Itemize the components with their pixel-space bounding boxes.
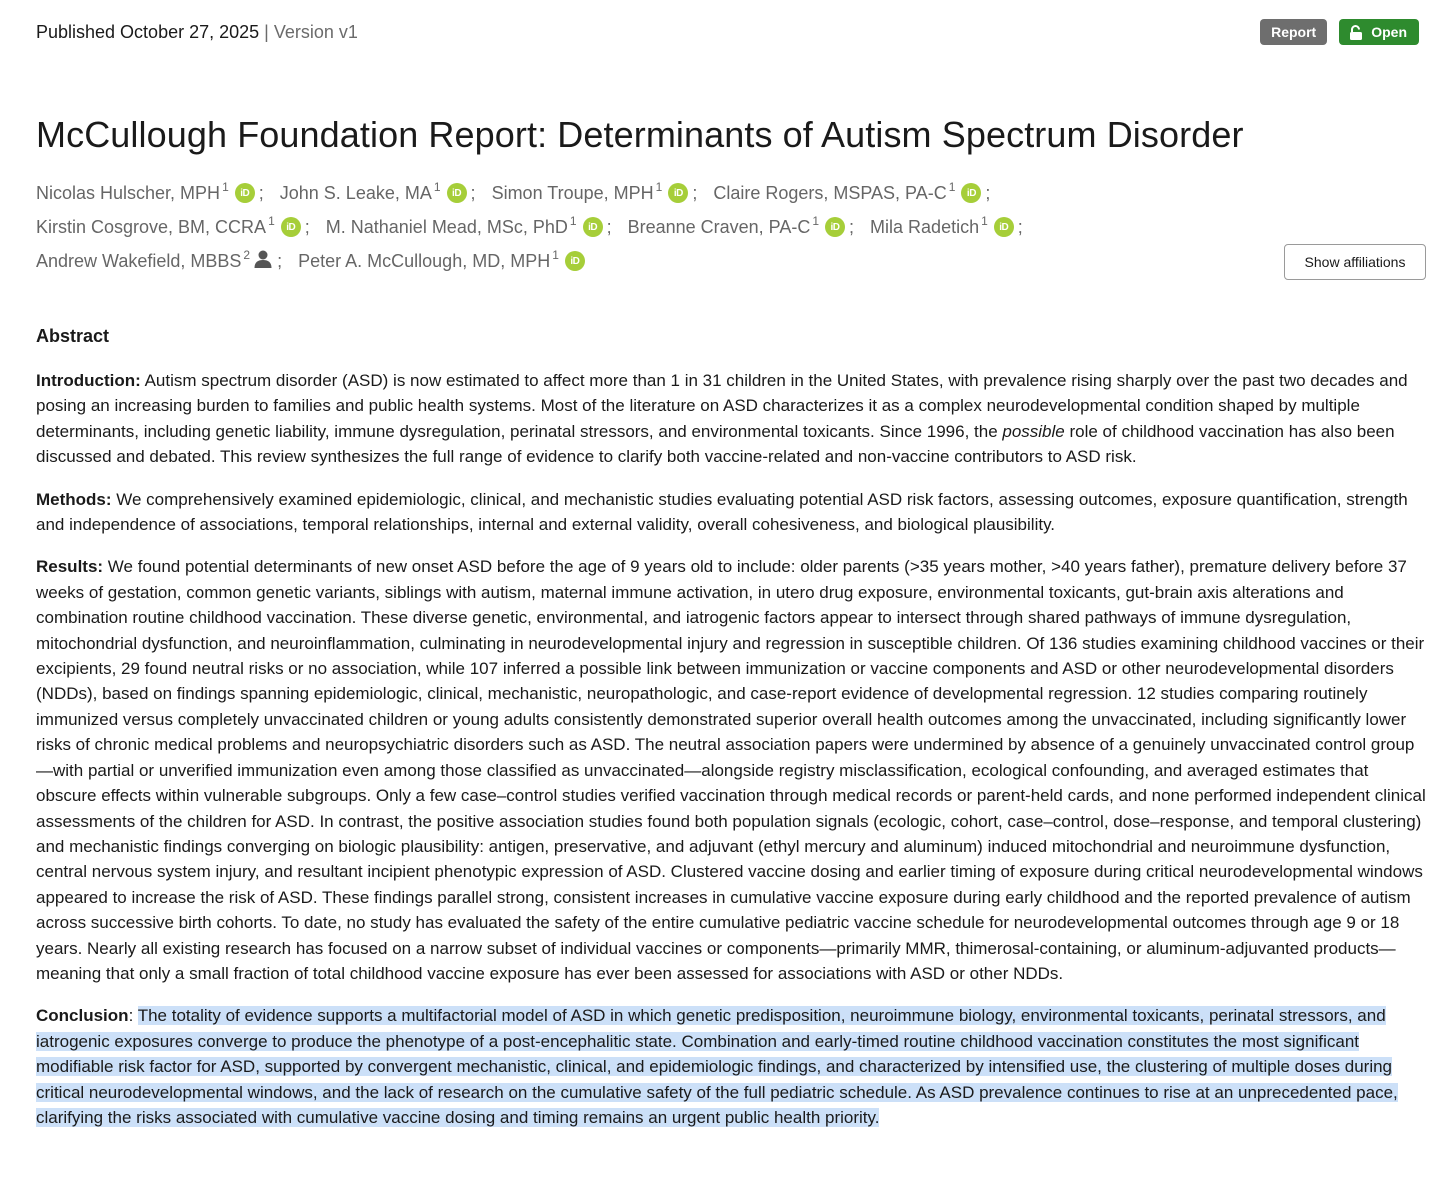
- author-item[interactable]: M. Nathaniel Mead, MSc, PhD $^1$ iD: [326, 217, 603, 238]
- open-label: Open: [1371, 24, 1407, 40]
- orcid-icon[interactable]: iD: [583, 217, 603, 237]
- abstract-conclusion: Conclusion: The totality of evidence supports a multifactorial model of ASD in which genetic predisposition, neuroimmune biology, environmental toxicants, perinatal stressors, and iatrogenic exposures converge to produce the phenotype of a post-encephalitic state. Combination and early-timed routine childhood vaccination constitutes the most significant modifiable risk factor for ASD, supported by convergent mechanistic, clinical, and epidemiologic findings, and characterized by intensified use, the clustering of multiple doses during critical neurodevelopmental windows, and the lack of research on the cumulative safety of the full pediatric schedule. As ASD prevalence continues to rise at an unprecedented pace, clarifying the risks associated with cumulative vaccine dosing and timing remains an urgent public health priority.: [36, 1006, 1398, 1127]
- conclusion-label: Conclusion: [36, 1006, 129, 1026]
- top-actions: [1260, 19, 1419, 45]
- author-line: Nicolas Hulscher, MPH $^1$ iD ; John S. Leake, MA $^1$ iD ; Simon Troupe, MPH $^1$ iD ; Claire Rogers, MSPAS, PA-C $^1$ iD ;: [36, 180, 991, 203]
- published-date: Published October 27, 2025: [36, 22, 260, 42]
- report-button[interactable]: Report: [1260, 19, 1327, 45]
- author-item[interactable]: Nicolas Hulscher, MPH $^1$ iD: [36, 183, 255, 204]
- person-icon[interactable]: [253, 250, 273, 273]
- orcid-icon[interactable]: iD: [565, 251, 585, 271]
- orcid-icon[interactable]: iD: [994, 217, 1014, 237]
- show-affiliations-button[interactable]: Show affiliations: [1284, 244, 1426, 280]
- author-line: Kirstin Cosgrove, BM, CCRA $^1$ iD ; M. Nathaniel Mead, MSc, PhD $^1$ iD ; Breanne Craven, PA-C $^1$ iD ; Mila Radetich $^1$ iD ;: [36, 214, 1023, 237]
- meta-separator: |: [264, 22, 269, 42]
- author-item[interactable]: Mila Radetich $^1$ iD: [870, 217, 1014, 238]
- methods-label: Methods:: [36, 489, 112, 509]
- author-line: Andrew Wakefield, MBBS $^2$ ; Peter A. McCullough, MD, MPH $^1$ iD: [36, 244, 1236, 278]
- open-access-button[interactable]: [1339, 19, 1419, 45]
- abstract-methods: Methods: We comprehensively examined epidemiologic, clinical, and mechanistic studies evaluating potential ASD risk factors, assessing outcomes, exposure quantification, strength and independence of associations, temporal relationships, internal and external validity, overall cohesiveness, and biological plausibility.: [36, 489, 1408, 535]
- author-item[interactable]: Breanne Craven, PA-C $^1$ iD: [628, 217, 845, 238]
- abstract-section: [36, 323, 1428, 1147]
- author-item[interactable]: Andrew Wakefield, MBBS $^2$: [36, 250, 273, 273]
- selected-text[interactable]: The totality of evidence supports a multifactorial model of ASD in which genetic predisposition, neuroimmune biology, environmental toxicants, perinatal stressors, and iatrogenic exposures converge to produce the phenotype of a post-encephalitic state. Combination and early-timed routine childhood vaccination constitutes the most significant modifiable risk factor for ASD, supported by convergent mechanistic, clinical, and epidemiologic findings, and characterized by intensified use, the clustering of multiple doses during critical neurodevelopmental windows, and the lack of research on the cumulative safety of the full pediatric schedule. As ASD prevalence continues to rise at an unprecedented pace, clarifying the risks associated with cumulative vaccine dosing and timing remains an urgent public health priority.: [36, 1006, 1398, 1127]
- publication-info: [36, 22, 358, 43]
- author-item[interactable]: John S. Leake, MA $^1$ iD: [280, 183, 467, 204]
- results-label: Results:: [36, 557, 104, 577]
- orcid-icon[interactable]: iD: [235, 183, 255, 203]
- author-item[interactable]: Claire Rogers, MSPAS, PA-C $^1$ iD: [713, 183, 981, 204]
- unlock-icon: [1349, 25, 1363, 40]
- abstract-results: Results: We found potential determinants of new onset ASD before the age of 9 years old to include: older parents (>35 years mother, >40 years father), premature delivery before 37 weeks of gestation, common genetic variants, siblings with autism, maternal immune activation, in utero drug exposure, environmental toxicants, gut-brain axis alterations and combination routine childhood vaccination. These diverse genetic, environmental, and iatrogenic factors appear to intersect through shared pathways of immune dysregulation, mitochondrial dysfunction, and neuroinflammation, culminating in neurodevelopmental injury and regression in susceptible children. Of 136 studies examining childhood vaccines or their excipients, 29 found neutral risks or no association, while 107 inferred a possible link between immunization or vaccine components and ASD or other neurodevelopmental disorders (NDDs), based on findings spanning epidemiologic, clinical, mechanistic, neuropathologic, and case-report evidence of developmental regression. 12 studies comparing routinely immunized versus completely unvaccinated children or young adults consistently demonstrated superior overall health outcomes among the unvaccinated, including significantly lower risks of chronic medical problems and neuropsychiatric disorders such as ASD. The neutral association papers were undermined by absence of a genuinely unvaccinated control group—with partial or unverified immunization even among those classified as unvaccinated—alongside registry misclassification, ecological confounding, and averaged estimates that obscure effects within vulnerable subgroups. Only a few case–control studies verified vaccination through medical records or parent-held cards, and none performed independent clinical assessments of the children for ASD. In contrast, the positive association studies found both population signals (ecologic, cohort, case–control, dose–response, and temporal clustering) and mechanistic findings converging on biologic plausibility: antigen, preservative, and adjuvant (ethyl mercury and aluminum) induced mitochondrial and neuroimmune dysfunction, central nervous system injury, and resultant incipient phenotypic expression of ASD. Clustered vaccine dosing and earlier timing of exposure during critical neurodevelopmental windows appeared to increase the risk of ASD. These findings parallel strong, consistent increases in cumulative vaccine exposure during early childhood and the reported prevalence of autism across successive birth cohorts. To date, no study has evaluated the safety of the entire cumulative pediatric vaccine schedule for neurodevelopmental outcomes through age 9 or 18 years. Nearly all existing research has focused on a narrow subset of individual vaccines or components—primarily MMR, thimerosal-containing, or aluminum-adjuvanted products—meaning that only a small fraction of total childhood vaccine exposure has ever been assessed for associations with ASD or other NDDs.: [36, 557, 1426, 983]
- introduction-label: Introduction:: [36, 371, 141, 390]
- orcid-icon[interactable]: iD: [668, 183, 688, 203]
- author-item[interactable]: Peter A. McCullough, MD, MPH $^1$ iD: [298, 251, 585, 272]
- orcid-icon[interactable]: iD: [281, 217, 301, 237]
- orcid-icon[interactable]: iD: [447, 183, 467, 203]
- author-list: [36, 176, 1236, 278]
- page-title: McCullough Foundation Report: Determinants of Autism Spectrum Disorder: [36, 114, 1244, 155]
- abstract-introduction: Introduction: Autism spectrum disorder (ASD) is now estimated to affect more than 1 in 31 children in the United States, with prevalence rising sharply over the past two decades and posing an increasing burden to families and public health systems. Most of the literature on ASD characterizes it as a complex neurodevelopmental condition shaped by multiple determinants, including genetic liability, immune dysregulation, perinatal stressors, and environmental toxicants. Since 1996, the possible role of childhood vaccination has also been discussed and debated. This review synthesizes the full range of evidence to clarify both vaccine-related and non-vaccine contributors to ASD risk.: [36, 371, 1408, 467]
- orcid-icon[interactable]: iD: [961, 183, 981, 203]
- author-item[interactable]: Simon Troupe, MPH $^1$ iD: [492, 183, 689, 204]
- version-label: Version v1: [273, 22, 358, 42]
- abstract-heading: Abstract: [36, 326, 110, 346]
- author-item[interactable]: Kirstin Cosgrove, BM, CCRA $^1$ iD: [36, 217, 301, 238]
- orcid-icon[interactable]: iD: [825, 217, 845, 237]
